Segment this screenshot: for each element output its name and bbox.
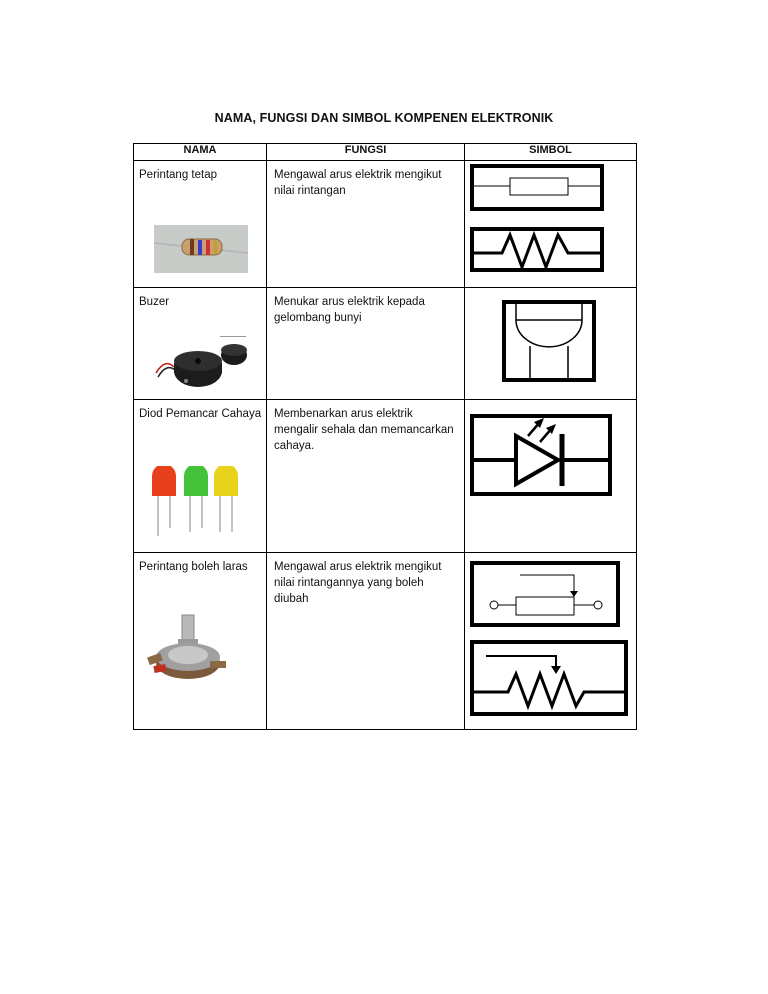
buzzer-symbol: [502, 300, 596, 382]
cell-nama: [134, 161, 267, 288]
buzzer-photo: [152, 333, 252, 395]
component-function: Membenarkan arus elektrik mengalir sehala dan memancarkan cahaya.: [274, 408, 454, 452]
cell-fungsi: [267, 288, 465, 400]
variable-resistor-zigzag-symbol: [470, 640, 628, 716]
component-function: Mengawal arus elektrik mengikut nilai rintangan: [274, 169, 442, 197]
table-row: [134, 553, 637, 730]
cell-fungsi: [267, 400, 465, 553]
component-name: Perintang tetap: [139, 169, 218, 181]
header-simbol: SIMBOL: [465, 144, 637, 161]
cell-simbol: [465, 288, 637, 400]
table-row: [134, 400, 637, 553]
cell-simbol: [465, 400, 637, 553]
variable-resistor-box-symbol: [470, 561, 620, 627]
cell-fungsi: [267, 553, 465, 730]
potentiometer-photo: [142, 609, 234, 689]
table-header-row: [134, 144, 637, 161]
cell-nama: [134, 288, 267, 400]
page-title: NAMA, FUNGSI DAN SIMBOL KOMPENEN ELEKTRONIK: [214, 111, 554, 125]
fixed-resistor-box-symbol: [470, 164, 604, 211]
component-function: Mengawal arus elektrik mengikut nilai rintangannya yang boleh diubah: [274, 561, 442, 605]
cell-simbol: [465, 161, 637, 288]
cell-simbol: [465, 553, 637, 730]
table-row: [134, 288, 637, 400]
led-symbol: [470, 414, 612, 496]
component-name: Diod Pemancar Cahaya: [139, 408, 262, 420]
resistor-photo: [154, 225, 248, 273]
header-fungsi: FUNGSI: [267, 144, 465, 161]
cell-nama: [134, 400, 267, 553]
component-function: Menukar arus elektrik kepada gelombang bunyi: [274, 296, 425, 324]
cell-nama: [134, 553, 267, 730]
cell-fungsi: [267, 161, 465, 288]
component-name: Buzer: [139, 296, 170, 308]
header-nama: NAMA: [134, 144, 267, 161]
table-row: [134, 161, 637, 288]
components-table: [133, 143, 637, 730]
fixed-resistor-zigzag-symbol: [470, 227, 604, 272]
component-name: Perintang boleh laras: [139, 561, 248, 573]
led-photo: [148, 466, 244, 536]
